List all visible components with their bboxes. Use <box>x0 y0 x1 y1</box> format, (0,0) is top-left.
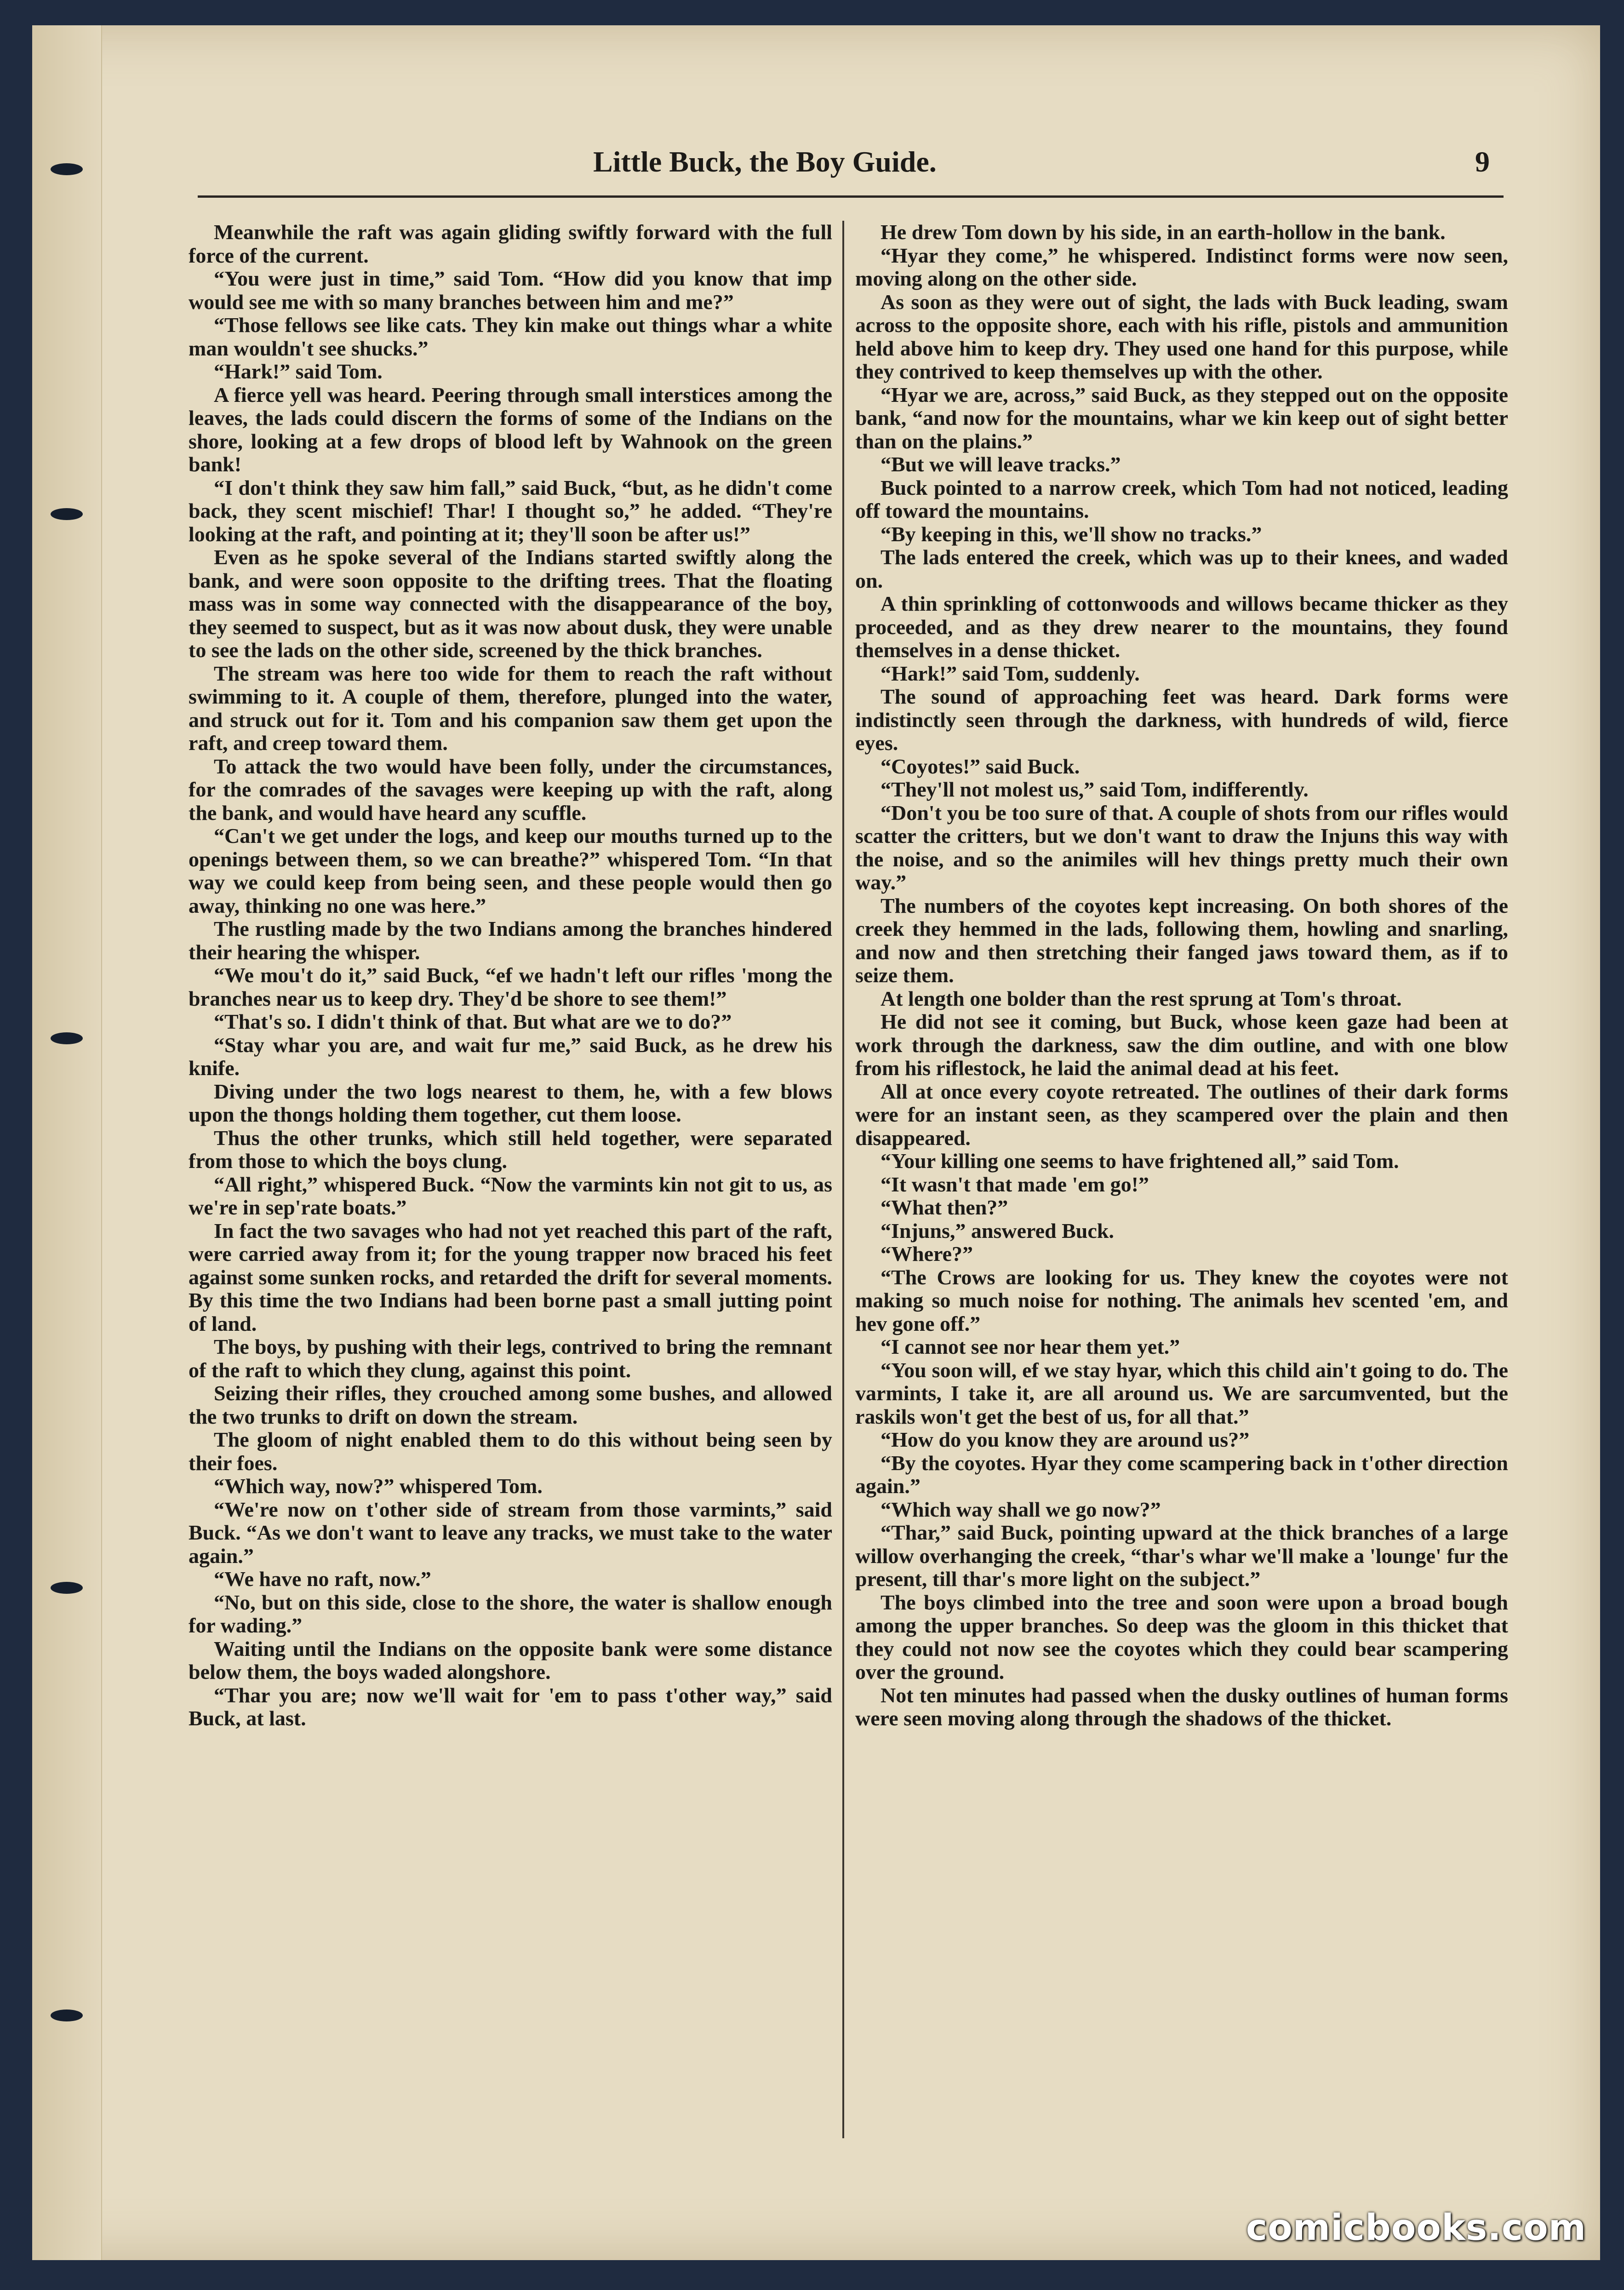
paragraph: Meanwhile the raft was again gliding swiftly forward with the full force of the current. <box>189 221 832 267</box>
paragraph: “I cannot see nor hear them yet.” <box>881 1335 1180 1358</box>
paragraph: “That's so. I didn't think of that. But what are we to do?” <box>214 1010 732 1033</box>
paragraph: “We mou't do it,” said Buck, “ef we hadn't left our rifles 'mong the branches near us to keep dry. They'd be shore to see them!” <box>189 963 832 1010</box>
page-header <box>193 145 1490 195</box>
paragraph: “How do you know they are around us?” <box>881 1428 1250 1451</box>
paragraph: “Can't we get under the logs, and keep our mouths turned up to the openings between them, so we can breathe?” whispered Tom. “In that way we could keep from being seen, and these people would then go away, thinking no one was here.” <box>189 824 832 917</box>
paragraph: At length one bolder than the rest sprung at Tom's throat. <box>881 986 1402 1010</box>
paragraph: “Which way shall we go now?” <box>881 1497 1161 1521</box>
text-column-left <box>189 221 832 2147</box>
paragraph: Diving under the two logs nearest to them, he, with a few blows upon the thongs holding them together, cut them loose. <box>189 1079 832 1126</box>
paragraph: “We're now on t'other side of stream from those varmints,” said Buck. “As we don't want to leave any tracks, we must take to the water again.” <box>189 1497 832 1568</box>
page-binding-edge <box>32 25 102 2260</box>
paragraph: To attack the two would have been folly, under the circumstances, for the comrades of the savages were keeping up with the raft, along the bank, and would have heard any scuffle. <box>189 754 832 824</box>
paragraph: “But we will leave tracks.” <box>881 452 1121 476</box>
binding-stitch-icon <box>51 1032 83 1044</box>
paragraph: “I don't think they saw him fall,” said Buck, “but, as he didn't come back, they scent mischief! Thar! I thought so,” he added. “They're looking at the raft, and pointing at it; they'll soon be after us!” <box>189 475 832 546</box>
paragraph: All at once every coyote retreated. The outlines of their dark forms were for an instant seen, as they scampered over the plain and then disappeared. <box>855 1079 1508 1150</box>
paragraph: “You soon will, ef we stay hyar, which this child ain't going to do. The varmints, I take it, are all around us. We are sarcumvented, but the raskils won't get the best of us, for all that.” <box>855 1358 1508 1428</box>
paragraph: “Hyar we are, across,” said Buck, as they stepped out on the opposite bank, “and now for the mountains, whar we kin keep out of sight better than on the plains.” <box>855 383 1508 453</box>
paragraph: A fierce yell was heard. Peering through small interstices among the leaves, the lads could discern the forms of some of the Indians on the shore, looking at a few drops of blood left by Wahnook on the green bank! <box>189 383 832 476</box>
paragraph: In fact the two savages who had not yet reached this part of the raft, were carried away from it; for the young trapper now braced his feet against some sunken rocks, and retarded the drift for several moments. By this time the two Indians had been borne past a small jutting point of land. <box>189 1219 832 1335</box>
binding-stitch-icon <box>51 163 83 175</box>
paragraph: “Thar,” said Buck, pointing upward at the thick branches of a large willow overhanging the creek, “thar's whar we'll make a 'lounge' fur the present, till thar's more light on the subject.” <box>855 1521 1508 1591</box>
paragraph: The rustling made by the two Indians among the branches hindered their hearing the whisper. <box>189 917 832 964</box>
paragraph: “Your killing one seems to have frightened all,” said Tom. <box>881 1149 1399 1173</box>
paragraph: A thin sprinkling of cottonwoods and willows became thicker as they proceeded, and as they drew nearer to the mountains, they found themselves in a dense thicket. <box>855 592 1508 662</box>
paragraph: “Coyotes!” said Buck. <box>881 754 1080 778</box>
column-divider <box>842 221 844 2138</box>
paragraph: “By the coyotes. Hyar they come scampering back in t'other direction again.” <box>855 1451 1508 1498</box>
paragraph: “Which way, now?” whispered Tom. <box>214 1474 543 1498</box>
paragraph: “No, but on this side, close to the shore, the water is shallow enough for wading.” <box>189 1590 832 1637</box>
paragraph: “Stay whar you are, and wait fur me,” said Buck, as he drew his knife. <box>189 1033 832 1080</box>
text-column-right <box>855 221 1508 2147</box>
page-number: 9 <box>1475 145 1490 178</box>
paragraph: The numbers of the coyotes kept increasing. On both shores of the creek they hemmed in the lads, following them, howling and snarling, and now and then stretching their fanged jaws toward them, as if to seize them. <box>855 893 1508 987</box>
paragraph: “Injuns,” answered Buck. <box>881 1219 1114 1242</box>
paragraph: The stream was here too wide for them to reach the raft without swimming to it. A couple of them, therefore, plunged into the water, and struck out for it. Tom and his companion saw them get upon the raft, and creep toward them. <box>189 661 832 755</box>
paragraph: The lads entered the creek, which was up to their knees, and waded on. <box>855 545 1508 592</box>
paragraph: “By keeping in this, we'll show no tracks.” <box>881 522 1262 546</box>
paragraph: “Those fellows see like cats. They kin make out things whar a white man wouldn't see shucks.” <box>189 313 832 360</box>
paragraph: “You were just in time,” said Tom. “How did you know that imp would see me with so many branches between him and me?” <box>189 267 832 314</box>
paragraph: The boys, by pushing with their legs, contrived to bring the remnant of the raft to which they clung, against this point. <box>189 1335 832 1382</box>
paragraph: “All right,” whispered Buck. “Now the varmints kin not git to us, as we're in sep'rate boats.” <box>189 1172 832 1219</box>
paragraph: “Thar you are; now we'll wait for 'em to pass t'other way,” said Buck, at last. <box>189 1683 832 1730</box>
paragraph: Seizing their rifles, they crouched among some bushes, and allowed the two trunks to drift on down the stream. <box>189 1381 832 1428</box>
paragraph: “We have no raft, now.” <box>214 1567 431 1591</box>
paragraph: Waiting until the Indians on the opposite bank were some distance below them, the boys waded alongshore. <box>189 1637 832 1683</box>
running-title: Little Buck, the Boy Guide. <box>593 145 937 178</box>
paragraph: As soon as they were out of sight, the lads with Buck leading, swam across to the opposite shore, each with his rifle, pistols and ammunition held above him to keep dry. They used one hand for this purpose, while they contrived to keep themselves up with the other. <box>855 290 1508 383</box>
paragraph: “Hark!” said Tom, suddenly. <box>881 661 1140 685</box>
binding-stitch-icon <box>51 508 83 520</box>
paragraph: “The Crows are looking for us. They knew the coyotes were not making so much noise for nothing. The animals hev scented 'em, and hev gone off.” <box>855 1265 1508 1335</box>
paragraph: The boys climbed into the tree and soon were upon a broad bough among the upper branches. So deep was the gloom in this thicket that they could not now see the coyotes which they could bear scampering over the ground. <box>855 1590 1508 1683</box>
paragraph: He did not see it coming, but Buck, whose keen gaze had been at work through the darkness, saw the dim outline, and with one blow from his riflestock, he laid the animal dead at his feet. <box>855 1010 1508 1080</box>
paragraph: Not ten minutes had passed when the dusky outlines of human forms were seen moving along through the shadows of the thicket. <box>855 1683 1508 1730</box>
paragraph: “It wasn't that made 'em go!” <box>881 1172 1149 1196</box>
binding-stitch-icon <box>51 1582 83 1594</box>
watermark: comicbooks.com <box>1246 2207 1586 2249</box>
paragraph: “Where?” <box>881 1242 973 1265</box>
paragraph: He drew Tom down by his side, in an earth-hollow in the bank. <box>881 221 1446 244</box>
paragraph: Thus the other trunks, which still held together, were separated from those to which the boys clung. <box>189 1126 832 1173</box>
binding-stitch-icon <box>51 2009 83 2021</box>
paragraph: The sound of approaching feet was heard. Dark forms were indistinctly seen through the darkness, with hundreds of wild, fierce eyes. <box>855 685 1508 755</box>
paragraph: Buck pointed to a narrow creek, which Tom had not noticed, leading off toward the mountains. <box>855 475 1508 522</box>
header-rule <box>198 195 1504 198</box>
paragraph: “Don't you be too sure of that. A couple of shots from our rifles would scatter the critters, but we don't want to draw the Injuns this way with the noise, and so the animiles will hev things pretty much their own way.” <box>855 801 1508 894</box>
paragraph: “They'll not molest us,” said Tom, indifferently. <box>881 778 1309 801</box>
paragraph: The gloom of night enabled them to do this without being seen by their foes. <box>189 1428 832 1475</box>
paragraph: “What then?” <box>881 1196 1008 1219</box>
paragraph: “Hyar they come,” he whispered. Indistinct forms were now seen, moving along on the other side. <box>855 243 1508 290</box>
paragraph: Even as he spoke several of the Indians started swiftly along the bank, and were soon opposite to the drifting trees. That the floating mass was in some way connected with the disappearance of the boy, they seemed to suspect, but as it was now about dusk, they were unable to see the lads on the other side, screened by the thick branches. <box>189 545 832 662</box>
paragraph: “Hark!” said Tom. <box>214 360 383 383</box>
